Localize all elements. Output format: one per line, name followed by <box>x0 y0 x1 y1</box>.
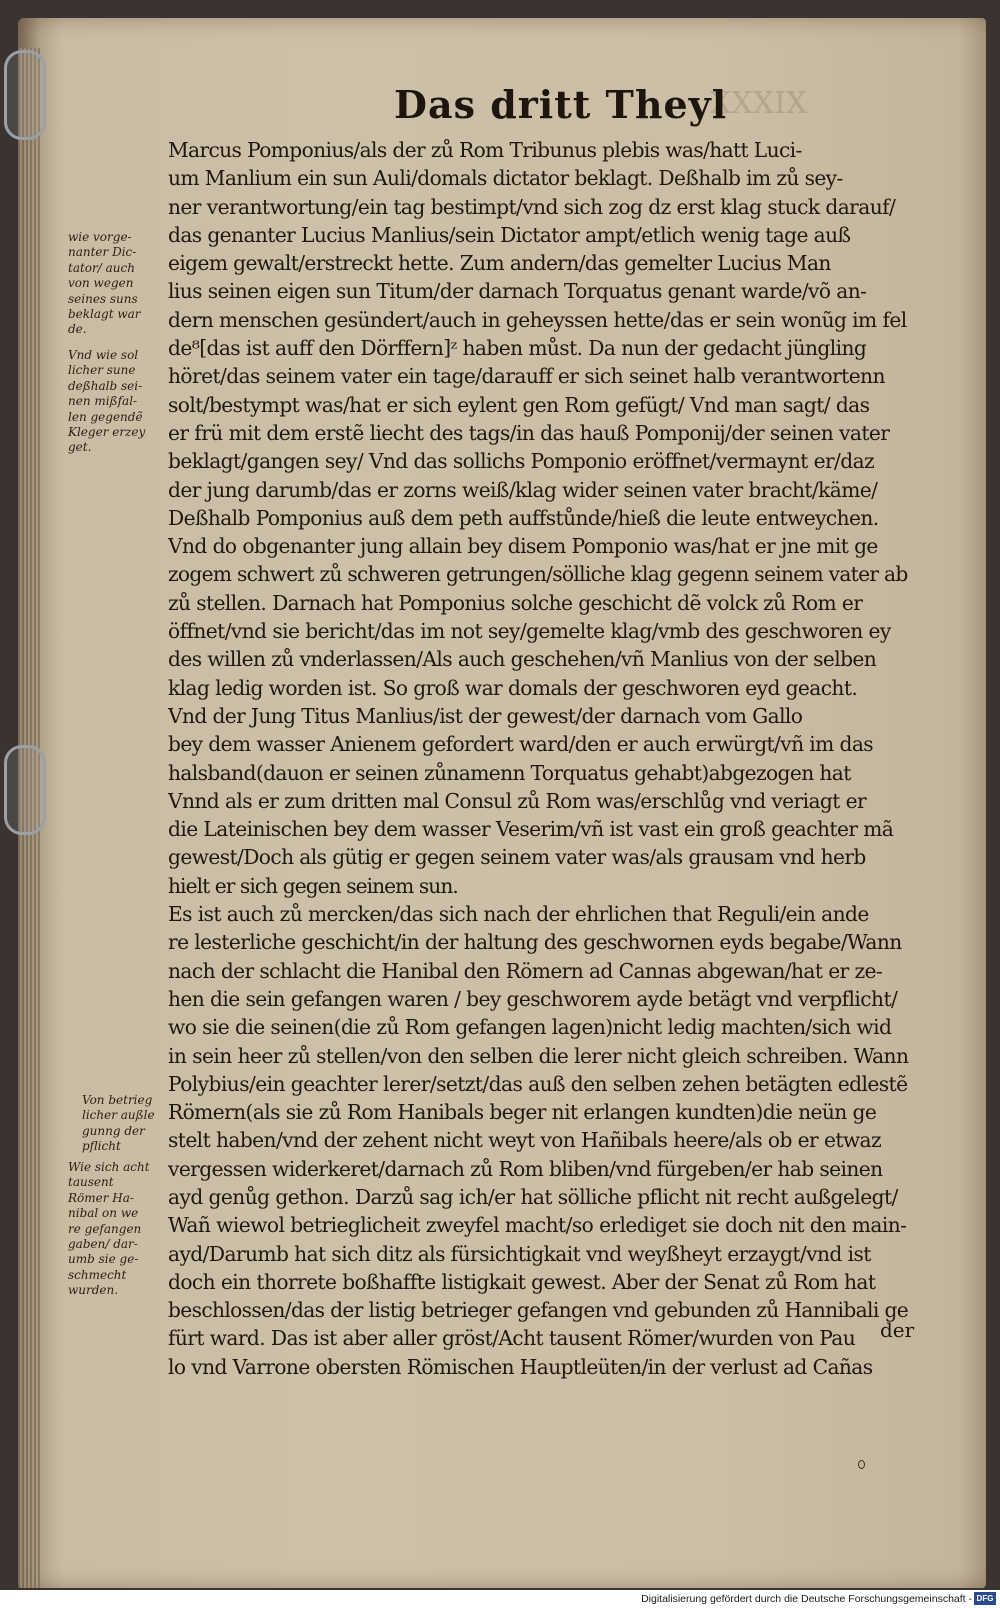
running-head: Das dritt Theyl <box>394 82 728 127</box>
text-line: ayd/Darumb hat sich ditz als fürsichtigkait vnd weyßheyt erzaygt/vnd ist <box>168 1241 871 1266</box>
margin-note: Von betrieg licher außle gunng der pflicht <box>82 1093 155 1154</box>
dfg-logo: DFG <box>974 1592 996 1605</box>
text-line: öffnet/vnd sie bericht/das im not sey/gemelte klag/vmb des geschworen ey <box>168 619 891 644</box>
text-line: fürt ward. Das ist aber aller gröst/Acht tausent Römer/wurden von Pau <box>168 1326 856 1351</box>
text-line: Vnd der Jung Titus Manlius/ist der gewest/der darnach vom Gallo <box>168 703 803 728</box>
margin-note: wie vorge- nanter Dic- tator/ auch von wegen seines suns beklagt war de. <box>68 230 141 337</box>
main-text-block <box>168 136 928 1381</box>
text-line: der jung darumb/das er zorns weiß/klag wider seinen vater bracht/käme/ <box>168 477 878 502</box>
text-line: Polybius/ein geachter lerer/setzt/das auß den selben zehen betägten edlestẽ <box>168 1071 908 1096</box>
paper-clip-icon <box>4 50 46 140</box>
text-line: de⁸[das ist auff den Dörffern]ᶻ haben můst. Da nun der gedacht jüngling <box>168 336 867 361</box>
text-line: lius seinen eigen sun Titum/der darnach Torquatus genant warde/võ an- <box>168 279 867 304</box>
footer-credit: Digitalisierung gefördert durch die Deutsche Forschungsgemeinschaft - <box>641 1593 972 1605</box>
text-line: lo vnd Varrone obersten Römischen Hauptleüten/in der verlust ad Cañas <box>168 1354 873 1379</box>
margin-note: Vnd wie sol licher sune deßhalb sei- nen mißfal- len gegendẽ Kleger erzey get. <box>68 348 146 455</box>
text-line: ayd genůg gethon. Darzů sag ich/er hat sölliche pflicht nit recht außgelegt/ <box>168 1184 898 1209</box>
text-line: Es ist auch zů mercken/das sich nach der ehrlichen that Reguli/ein ande <box>168 902 869 927</box>
text-line: hielt er sich gegen seinem sun. <box>168 873 458 898</box>
text-line: Deßhalb Pomponius auß dem peth auffstůnde/hieß die leute entweychen. <box>168 505 879 530</box>
text-line: höret/das seinem vater ein tage/darauff er sich seinet halb verantwortenn <box>168 364 885 389</box>
text-line: re lesterliche geschicht/in der haltung des geschwornen eyds begabe/Wann <box>168 930 902 955</box>
text-line: solt/bestympt was/hat er sich eylent gen Rom gefügt/ Vnd man sagt/ das <box>168 392 870 417</box>
text-line: hen die sein gefangen waren / bey geschworem ayde betägt vnd verpflicht/ <box>168 986 898 1011</box>
text-line: Vnd do obgenanter jung allain bey disem Pomponio was/hat er jne mit ge <box>168 534 878 559</box>
text-line: wo sie die seinen(die zů Rom gefangen lagen)nicht ledig machten/sich wid <box>168 1015 892 1040</box>
text-line: in sein heer zů stellen/von den selben die lerer nicht gleich schreiben. Wann <box>168 1043 909 1068</box>
text-line: die Lateinischen bey dem wasser Veserim/vñ ist vast ein groß geachter mã <box>168 817 894 842</box>
text-line: er frü mit dem erstẽ liecht des tags/in das hauß Pomponij/der seinen vater <box>168 420 890 445</box>
text-line: nach der schlacht die Hanibal den Römern ad Cannas abgewan/hat er ze- <box>168 958 883 983</box>
text-line: das genanter Lucius Manlius/sein Dictator ampt/etlich wenig tage auß <box>168 222 851 247</box>
text-line: bey dem wasser Anienem gefordert ward/den er auch erwürgt/vñ im das <box>168 732 874 757</box>
text-line: zogem schwert zů schweren getrungen/sölliche klag gegenn seinem vater ab <box>168 562 908 587</box>
text-line: doch ein thorrete boßhaffte listigkait gewest. Aber der Senat zů Rom hat <box>168 1269 876 1294</box>
text-line: um Manlium ein sun Auli/domals dictator beklagt. Deßhalb im zů sey- <box>168 166 843 191</box>
text-line: stelt haben/vnd der zehent nicht weyt von Hañibals heere/als ob er etwaz <box>168 1128 882 1153</box>
text-line: beschlossen/das der listig betrieger gefangen vnd gebunden zů Hannibali ge <box>168 1298 909 1323</box>
text-line: dern menschen gesündert/auch in geheyssen hette/das er sein wonũg im fel <box>168 307 907 332</box>
paper-clip-icon <box>4 745 46 835</box>
margin-note: Wie sich acht tausent Römer Ha- nibal on we re gefangen gaben/ dar- umb sie ge- schmecht wurden. <box>68 1160 150 1298</box>
text-line: zů stellen. Darnach hat Pomponius solche geschicht dẽ volck zů Rom er <box>168 590 863 615</box>
text-line: eigem gewalt/erstreckt hette. Zum andern/das gemelter Lucius Man <box>168 251 831 276</box>
text-line: Römern(als sie zů Rom Hanibals beger nit erlangen kundten)die neün ge <box>168 1100 877 1125</box>
text-line: halsband(dauon er seinen zůnamenn Torquatus gehabt)abgezogen hat <box>168 760 851 785</box>
text-line: ner verantwortung/ein tag bestimpt/vnd sich zog dz erst klag stuck darauf/ <box>168 194 896 219</box>
text-line: Vnnd als er zum dritten mal Consul zů Rom was/erschlůg vnd veriagt er <box>168 788 867 813</box>
text-line: Wañ wiewol betrieglicheit zweyfel macht/so erlediget sie doch nit den main- <box>168 1213 907 1238</box>
text-line: klag ledig worden ist. So groß war domals der geschworen eyd geacht. <box>168 675 858 700</box>
text-line: vergessen widerkeret/darnach zů Rom bliben/vnd fürgeben/er hab seinen <box>168 1156 883 1181</box>
text-line: Marcus Pomponius/als der zů Rom Tribunus plebis was/hatt Luci- <box>168 138 802 162</box>
catchword: der <box>880 1318 915 1342</box>
text-line: gewest/Doch als gütig er gegen seinem vater was/als grausam vnd herb <box>168 845 866 870</box>
text-line: des willen zů vnderlassen/Als auch geschehen/vñ Manlius von der selben <box>168 647 877 672</box>
ink-circle-mark <box>858 1460 865 1469</box>
text-line: beklagt/gangen sey/ Vnd das sollichs Pomponio eröffnet/vermaynt er/daz <box>168 449 875 474</box>
bleed-through-folio: XXXIX <box>710 86 808 121</box>
